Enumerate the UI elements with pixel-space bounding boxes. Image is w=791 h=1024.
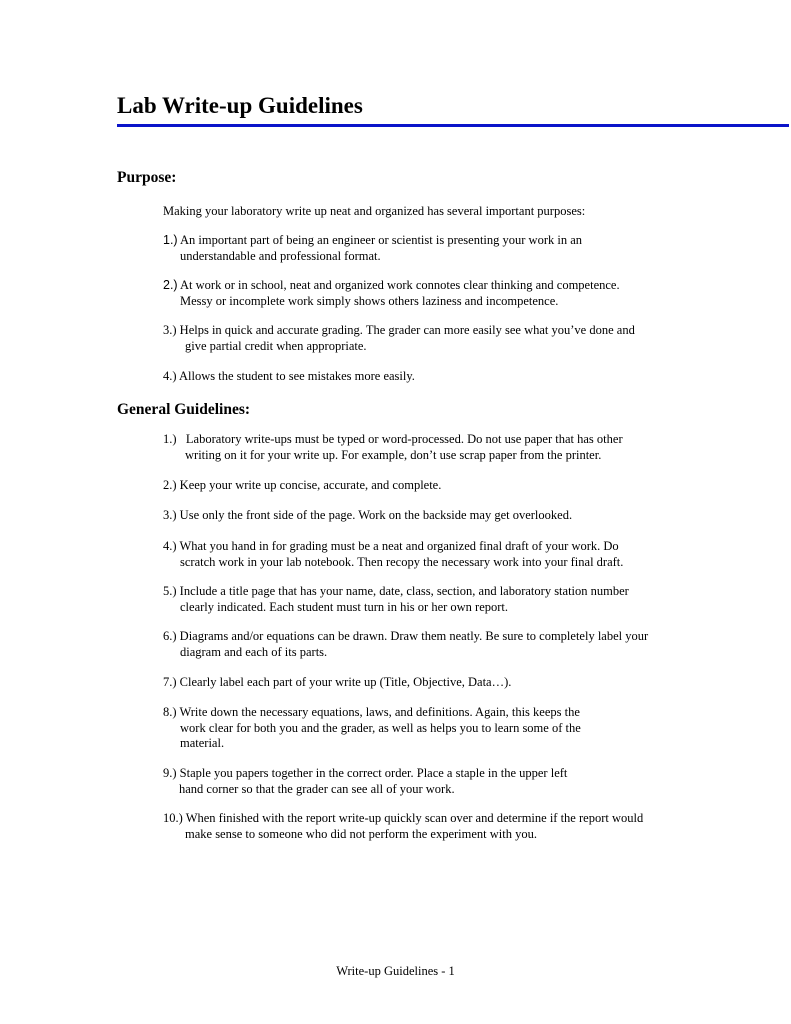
guideline-item-9-number: 9.) xyxy=(163,766,177,780)
purpose-item-2-number: 2.) xyxy=(163,278,178,292)
guideline-item-5-number: 5.) xyxy=(163,584,177,598)
guideline-item-9 xyxy=(163,766,567,797)
purpose-intro: Making your laboratory write up neat and organized has several important purposes: xyxy=(163,204,586,218)
guideline-item-4-line-2: scratch work in your lab notebook. Then recopy the necessary work into your final draft. xyxy=(180,554,624,569)
guideline-item-2 xyxy=(163,478,441,494)
guideline-item-5-line-1: 5.) Include a title page that has your name, date, class, section, and laboratory station number xyxy=(163,584,629,598)
guideline-item-3-number: 3.) xyxy=(163,508,177,522)
guideline-item-8-line-1: 8.) Write down the necessary equations, laws, and definitions. Again, this keeps the xyxy=(163,705,580,719)
guideline-item-10-number: 10.) xyxy=(163,811,183,825)
guideline-item-8-number: 8.) xyxy=(163,705,177,719)
purpose-item-4-line-1: 4.) Allows the student to see mistakes more easily. xyxy=(163,369,415,383)
guideline-item-1-number: 1.) xyxy=(163,432,177,446)
purpose-item-2 xyxy=(163,278,620,309)
guideline-item-9-line-1: 9.) Staple you papers together in the correct order. Place a staple in the upper left xyxy=(163,766,568,780)
guideline-item-1-line-2: writing on it for your write up. For example, don’t use scrap paper from the printer. xyxy=(185,447,602,462)
guideline-item-8-line-3: material. xyxy=(180,736,225,750)
guideline-item-6 xyxy=(163,629,648,660)
guideline-item-6-line-2: diagram and each of its parts. xyxy=(180,644,328,659)
guideline-item-10-line-1: 10.) When finished with the report write-up quickly scan over and determine if the report would xyxy=(163,811,644,825)
purpose-item-1 xyxy=(163,233,582,264)
guideline-item-1 xyxy=(163,432,623,463)
purpose-item-1-number: 1.) xyxy=(163,233,178,247)
guideline-item-5-line-2: clearly indicated. Each student must turn in his or her own report. xyxy=(180,599,509,614)
purpose-item-3-number: 3.) xyxy=(163,323,177,337)
guideline-item-8 xyxy=(163,705,581,752)
guideline-item-4-number: 4.) xyxy=(163,539,177,553)
guideline-item-10 xyxy=(163,811,643,842)
guideline-item-10-line-2: make sense to someone who did not perform the experiment with you. xyxy=(185,826,538,841)
guideline-item-3-line-1: 3.) Use only the front side of the page. Work on the backside may get overlooked. xyxy=(163,508,573,522)
guideline-item-7 xyxy=(163,675,511,691)
purpose-item-1-line-1: 1.) An important part of being an engineer or scientist is presenting your work in an xyxy=(163,233,583,247)
guideline-item-4-line-1: 4.) What you hand in for grading must be a neat and organized final draft of your work. Do xyxy=(163,539,619,553)
purpose-item-2-line-1: 2.) At work or in school, neat and organized work connotes clear thinking and competence. xyxy=(163,278,620,292)
guideline-item-8-line-2: work clear for both you and the grader, as well as helps you to learn some of the xyxy=(180,720,581,735)
title-rule xyxy=(117,124,789,127)
guideline-item-3 xyxy=(163,508,572,524)
purpose-item-4-number: 4.) xyxy=(163,369,177,383)
purpose-item-4 xyxy=(163,369,415,385)
guideline-item-7-number: 7.) xyxy=(163,675,177,689)
purpose-item-3-line-2: give partial credit when appropriate. xyxy=(185,338,367,353)
purpose-item-1-line-2: understandable and professional format. xyxy=(180,248,381,263)
guideline-item-9-line-2: hand corner so that the grader can see all of your work. xyxy=(179,781,455,796)
guideline-item-2-number: 2.) xyxy=(163,478,177,492)
purpose-item-3 xyxy=(163,323,635,354)
page-footer: Write-up Guidelines - 1 xyxy=(336,964,455,978)
guideline-item-5 xyxy=(163,584,629,615)
page-title: Lab Write-up Guidelines xyxy=(117,93,363,118)
guideline-item-2-line-1: 2.) Keep your write up concise, accurate, and complete. xyxy=(163,478,442,492)
purpose-heading: Purpose: xyxy=(117,169,177,186)
guideline-item-7-line-1: 7.) Clearly label each part of your write up (Title, Objective, Data…). xyxy=(163,675,512,689)
guideline-item-6-line-1: 6.) Diagrams and/or equations can be drawn. Draw them neatly. Be sure to completely label your xyxy=(163,629,649,643)
guideline-item-1-line-1: 1.) Laboratory write-ups must be typed or word-processed. Do not use paper that has other xyxy=(163,432,623,446)
general-guidelines-heading: General Guidelines: xyxy=(117,401,251,418)
purpose-item-3-line-1: 3.) Helps in quick and accurate grading. The grader can more easily see what you’ve done and xyxy=(163,323,635,337)
purpose-item-2-line-2: Messy or incomplete work simply shows others laziness and incompetence. xyxy=(180,293,559,308)
guideline-item-4 xyxy=(163,539,623,570)
guideline-item-6-number: 6.) xyxy=(163,629,177,643)
